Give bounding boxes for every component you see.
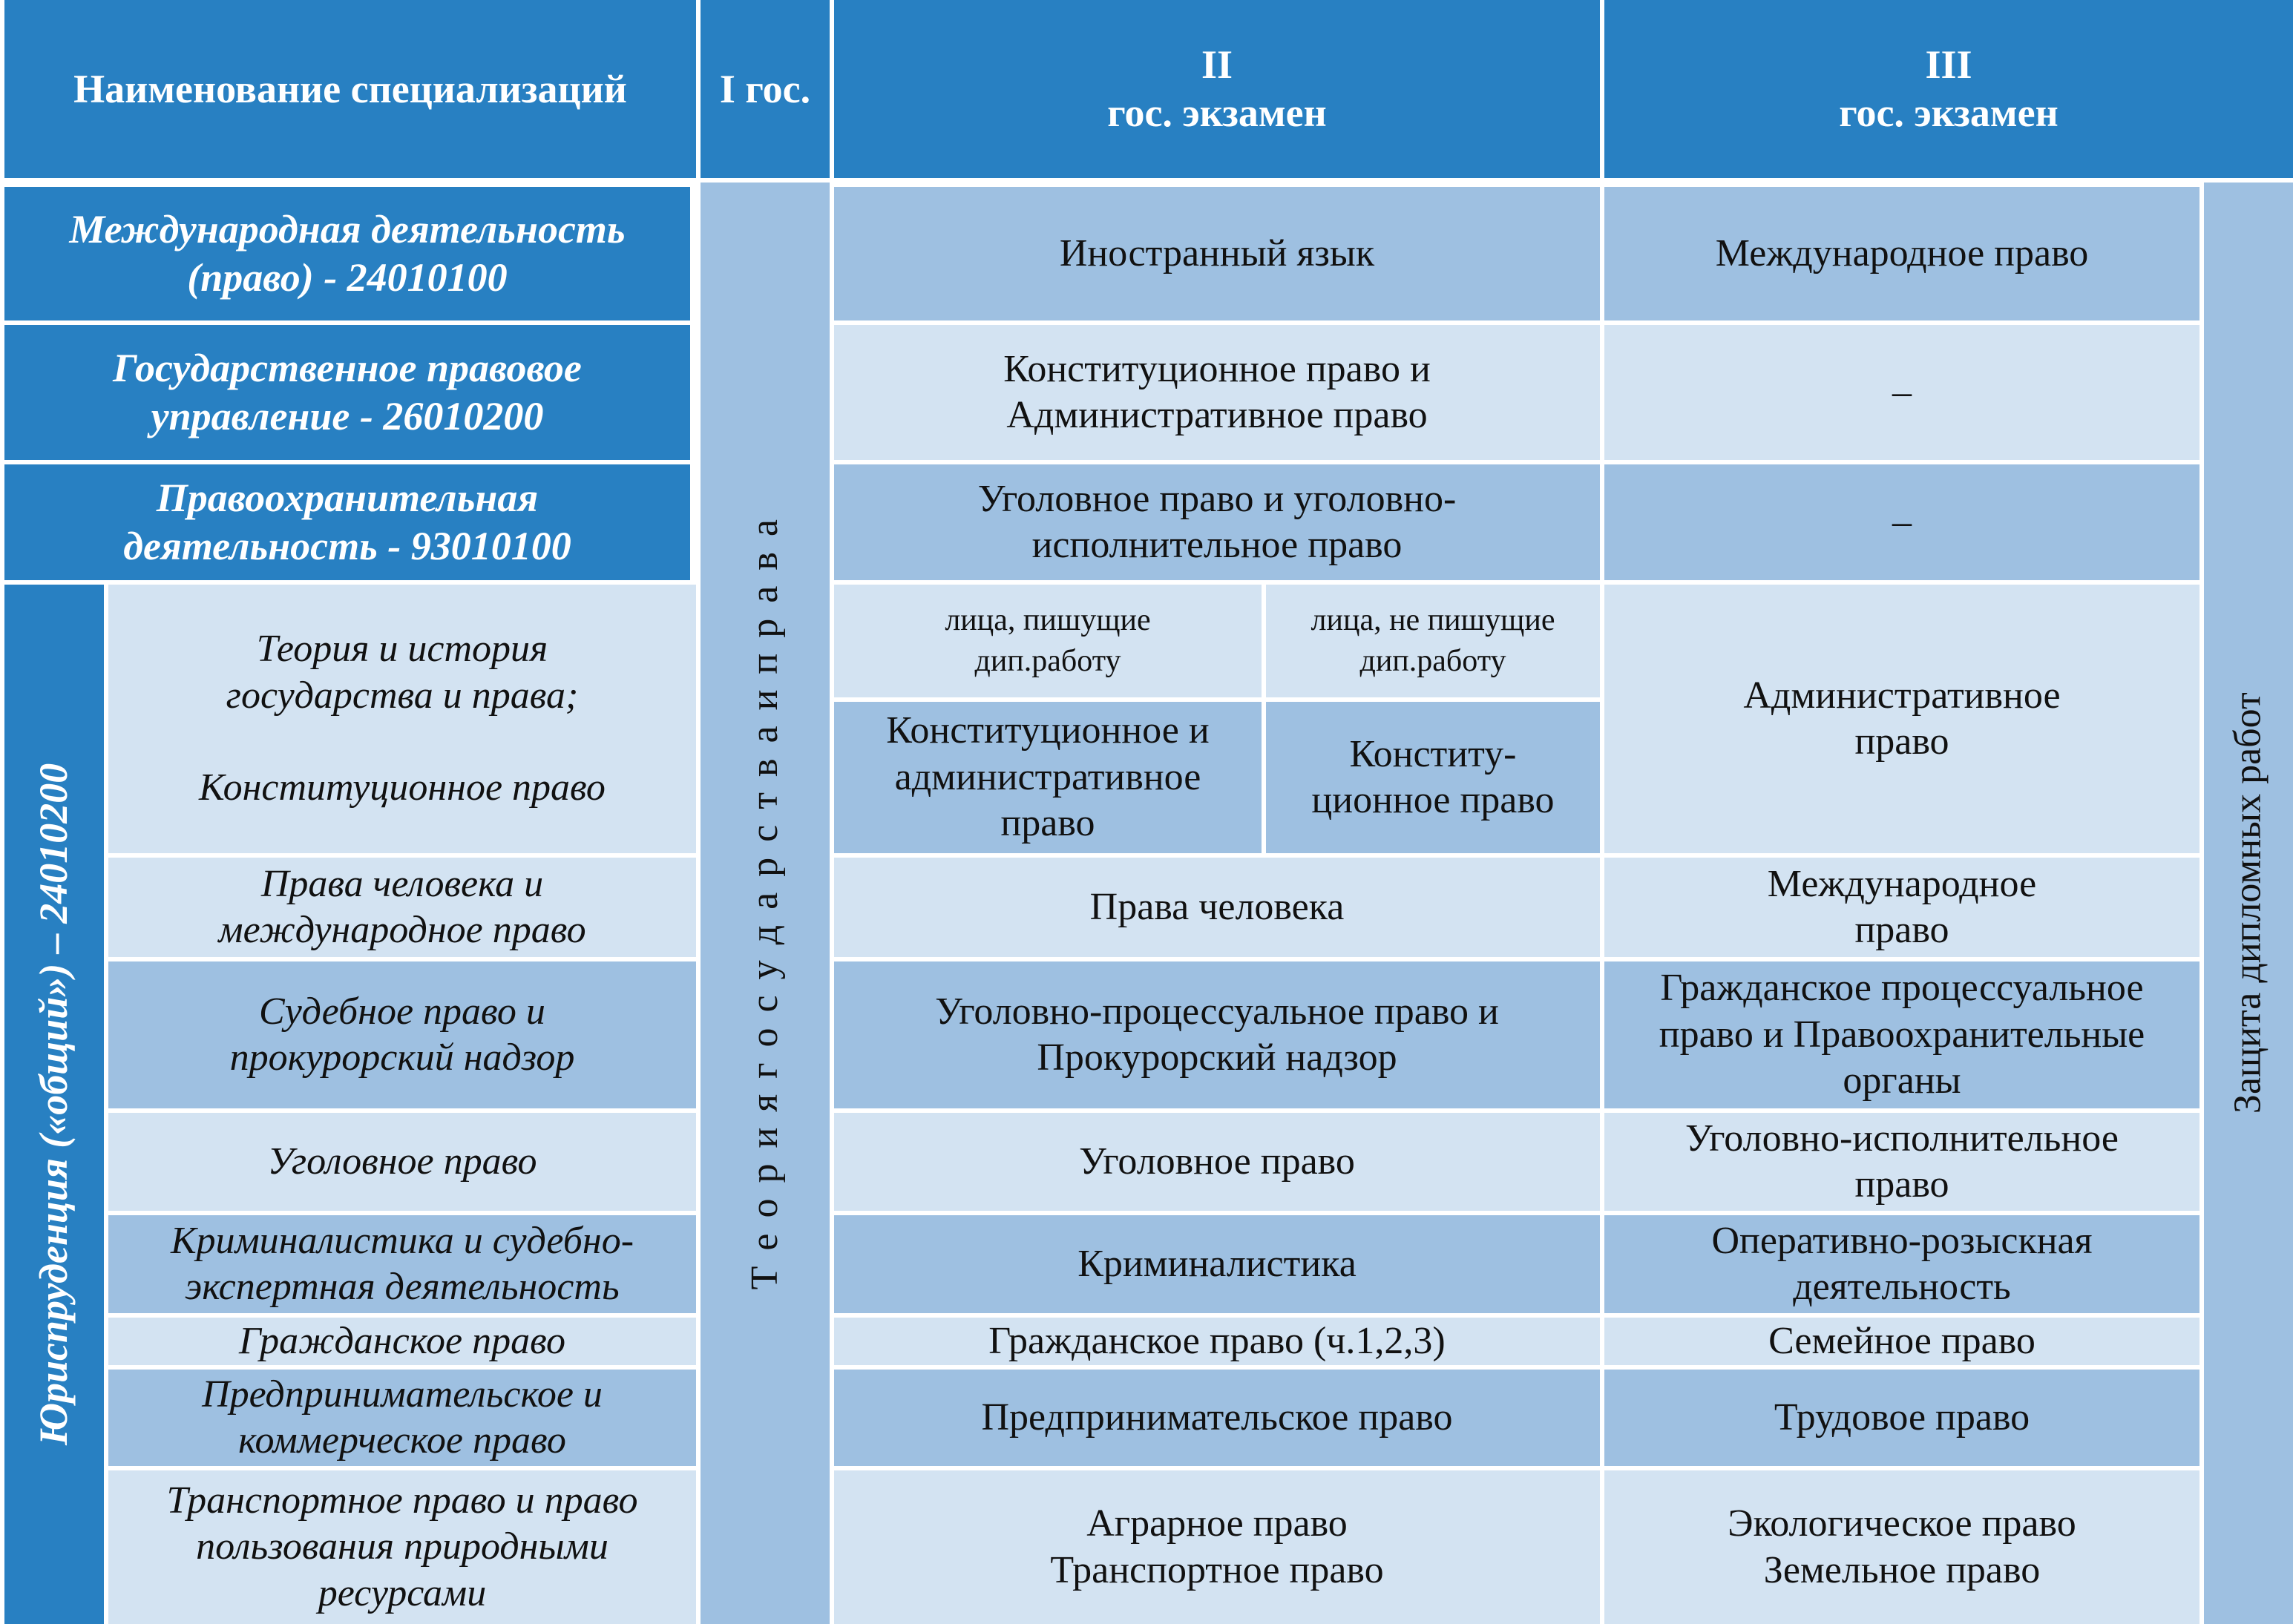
- exam2-not-writing-thesis: Конститу- ционное право: [1266, 702, 1600, 853]
- exam2-transport-law: Аграрное право Транспортное право: [834, 1470, 1600, 1624]
- subspec-criminalistics: Криминалистика и судебно- экспертная деятельность: [108, 1215, 696, 1313]
- exam2-criminalistics: Криминалистика: [834, 1215, 1600, 1313]
- exam3-judicial-law: Гражданское процессуальное право и Правоохранительные органы: [1604, 961, 2199, 1108]
- exam3-civil-law: Семейное право: [1604, 1318, 2199, 1365]
- exam1-theory-of-state-and-law: Т е о р и я г о с у д а р с т в а и п р а в а: [701, 183, 830, 1624]
- exam2-state-management: Конституционное право и Административное право: [834, 325, 1600, 460]
- subspec-civil-law: Гражданское право: [108, 1318, 696, 1365]
- subspec-human-rights: Права человека и международное право: [108, 858, 696, 957]
- subspec-judicial-law: Судебное право и прокурорский надзор: [108, 961, 696, 1108]
- exam2-writing-thesis-head: лица, пишущие дип.работу: [834, 585, 1262, 697]
- header-exam-1: I гос.: [701, 0, 830, 178]
- specialization-international: Международная деятельность (право) - 24010100: [4, 187, 690, 320]
- exam3-criminal-law: Уголовно-исполнительное право: [1604, 1113, 2199, 1211]
- thesis-defense: Защита дипломных работ: [2204, 183, 2293, 1624]
- exam2-criminal-law: Уголовное право: [834, 1113, 1600, 1211]
- exam3-international: Международное право: [1604, 187, 2199, 320]
- header-specializations: Наименование специализаций: [4, 0, 696, 178]
- header-exam-3: III гос. экзамен: [1604, 0, 2293, 178]
- exam3-administrative: Административное право: [1604, 585, 2199, 853]
- exam3-human-rights: Международное право: [1604, 858, 2199, 957]
- exam2-law-enforcement: Уголовное право и уголовно- исполнительное право: [834, 464, 1600, 580]
- subspec-theory-constitutional: Теория и история государства и права; Конституционное право: [108, 585, 696, 853]
- exam2-human-rights: Права человека: [834, 858, 1600, 957]
- specialization-state-management: Государственное правовое управление - 26010200: [4, 325, 690, 460]
- exam2-international: Иностранный язык: [834, 187, 1600, 320]
- exam2-not-writing-thesis-head: лица, не пишущие дип.работу: [1266, 585, 1600, 697]
- exam2-business-law: Предпринимательское право: [834, 1370, 1600, 1466]
- exam3-business-law: Трудовое право: [1604, 1370, 2199, 1466]
- header-exam-2: II гос. экзамен: [834, 0, 1600, 178]
- subspec-business-law: Предпринимательское и коммерческое право: [108, 1370, 696, 1466]
- subspec-criminal-law: Уголовное право: [108, 1113, 696, 1211]
- exam3-law-enforcement: –: [1604, 464, 2199, 580]
- exam3-criminalistics: Оперативно-розыскная деятельность: [1604, 1215, 2199, 1313]
- exam3-state-management: –: [1604, 325, 2199, 460]
- jurisprudence-specialization: Юриспруденция («общий») – 24010200: [4, 585, 104, 1624]
- exam2-judicial-law: Уголовно-процессуальное право и Прокурорский надзор: [834, 961, 1600, 1108]
- subspec-transport-law: Транспортное право и право пользования природными ресурсами: [108, 1470, 696, 1624]
- specialization-law-enforcement: Правоохранительная деятельность - 93010100: [4, 464, 690, 580]
- exam2-writing-thesis: Конституционное и административное право: [834, 702, 1262, 853]
- exam3-transport-law: Экологическое право Земельное право: [1604, 1470, 2199, 1624]
- exam2-civil-law: Гражданское право (ч.1,2,3): [834, 1318, 1600, 1365]
